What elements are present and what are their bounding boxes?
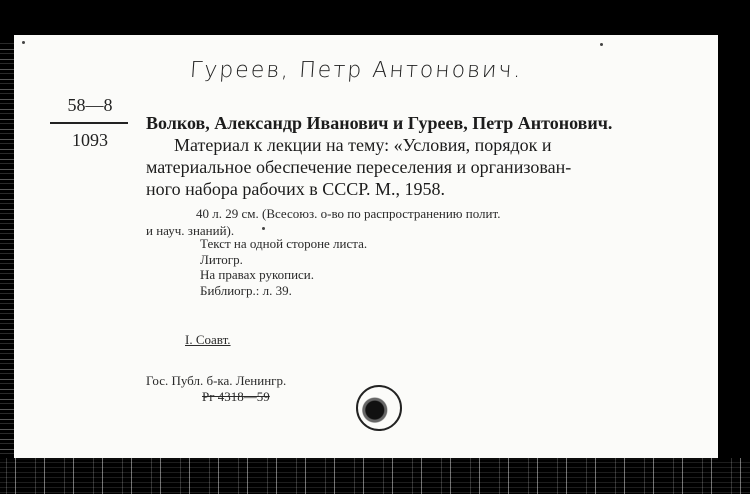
library-imprint — [146, 373, 286, 405]
library-stamp: Рг 4318—59 — [202, 389, 270, 404]
round-seal-icon — [356, 385, 402, 431]
shelf-mark-bottom: 1093 — [72, 130, 108, 150]
scan-left-edge — [0, 40, 14, 460]
library-name: Гос. Публ. б-ка. Ленингр. — [146, 373, 287, 388]
note-item: Литогр. — [200, 251, 243, 267]
speck — [22, 41, 25, 44]
note-item: На правах рукописи. — [200, 267, 314, 282]
shelf-mark — [50, 95, 130, 151]
physical-description — [146, 205, 716, 239]
entry-title-line-3: ного набора рабочих в СССР. М., 1958. — [146, 179, 445, 199]
entry-title-line-2: материальное обеспечение переселения и организован- — [146, 157, 572, 177]
note-item: Библиогр.: л. 39. — [200, 282, 292, 298]
bibliographic-entry — [146, 112, 716, 200]
entry-author: Волков, Александр Иванович и Гуреев, Петр Антонович. — [146, 113, 613, 133]
physical-line-1: 40 л. 29 см. (Всесоюз. о-во по распространению полит. — [196, 206, 501, 221]
note-item: Текст на одной стороне листа. — [200, 236, 368, 251]
added-entry: I. Соавт. — [185, 332, 231, 347]
scan-bottom-band — [0, 458, 750, 494]
shelf-mark-divider — [50, 122, 128, 124]
physical-line-2: и науч. знаний). — [146, 223, 235, 238]
scan-right-edge — [718, 30, 750, 460]
shelf-mark-top: 58—8 — [67, 95, 113, 115]
entry-title-line-1: Материал к лекции на тему: «Условия, порядок и — [174, 135, 552, 155]
notes-list — [200, 236, 367, 298]
speck — [600, 43, 603, 46]
handwritten-heading: Гуреев, Петр Антонович. — [189, 58, 524, 83]
